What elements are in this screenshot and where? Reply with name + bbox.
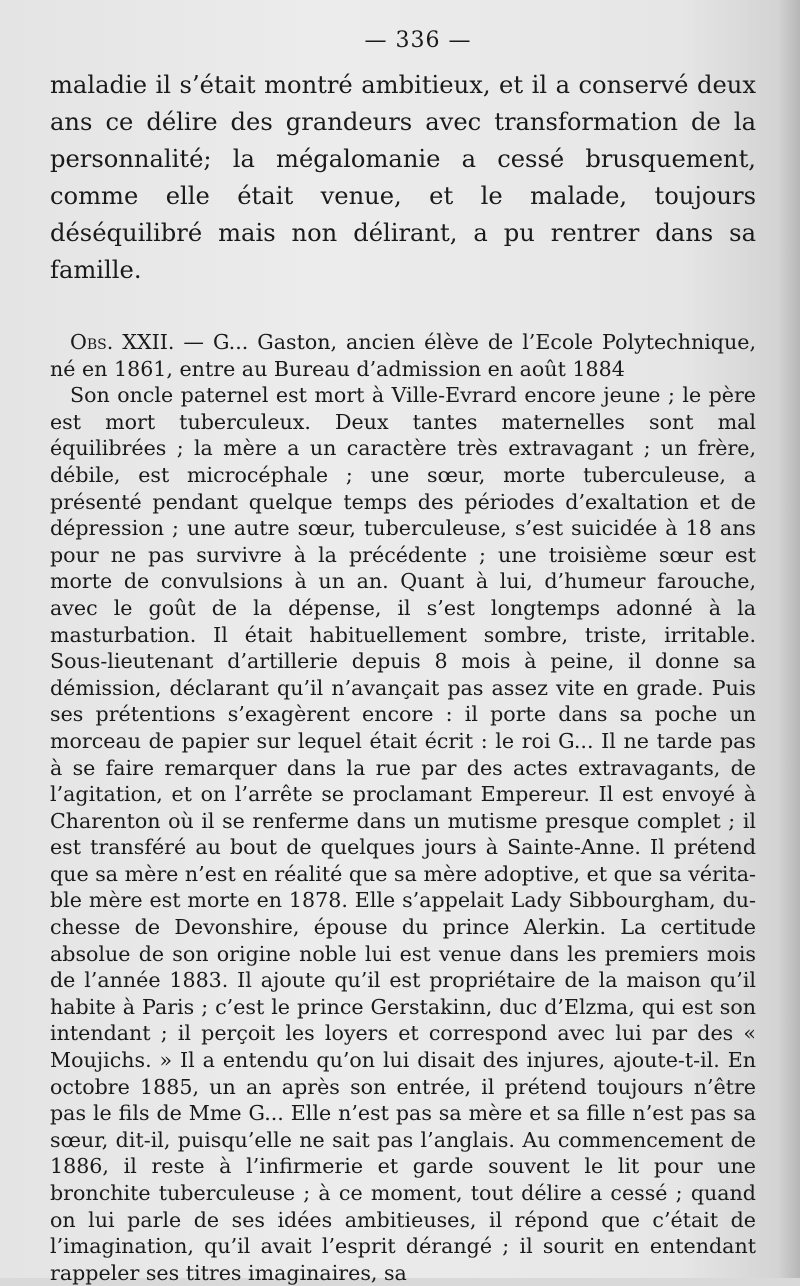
page-number: — 336 — [364, 28, 472, 53]
lead-paragraph: maladie il s’était montré ambitieux, et il a conservé deux ans ce délire des grandeurs avec transformation de la personnalité; la mégalomanie a cessé brusquement, comme elle était venue, et le malade, toujours déséquilibré mais non délirant, a pu rentrer dans sa famille. [50, 71, 756, 284]
observation-label: Obs. XXII. [70, 330, 175, 354]
observation-section [50, 329, 756, 1286]
observation-body: Son oncle paternel est mort à Ville-Evrard encore jeune ; le père est mort tuberculeux. Deux tantes maternelles sont mal équilibrées ; la mère a un caractère très extravagant ; un frère, débile, est microcéphale ; une sœur, morte tuberculeuse, a présenté pendant quelque temps des périodes d’exaltation et de dépression ; une autre sœur, tuberculeuse, s’est suicidée à 18 ans pour ne pas survivre à la précédente ; une troisième sœur est morte de convulsions à un an. Quant à lui, d’humeur farouche, avec le goût de la dépense, il s’est longtemps adonné à la masturbation. Il était habituellement sombre, triste, irritable. Sous-lieutenant d’artillerie depuis 8 mois à peine, il donne sa démission, déclarant qu’il n’avançait pas assez vite en grade. Puis ses prétentions s’exagèrent encore : il porte dans sa poche un morceau de papier sur lequel était écrit : le roi G... Il ne tarde pas à se faire remarquer dans la rue par des actes extravagants, de l’agitation, et on l’arrête se proclamant Empereur. Il est envoyé à Charenton où il se renferme dans un mutisme presque complet ; il est transféré au bout de quelques jours à Sainte-Anne. Il prétend que sa mère n’est en réalité que sa mère adoptive, et que sa véritable mère est morte en 1878. Elle s’appelait Lady Sibbourgham, duchesse de Devonshire, épouse du prince Alerkin. La certitude absolue de son origine noble lui est venue dans les premiers mois de l’année 1883. Il ajoute qu’il est propriétaire de la maison qu’il habite à Paris ; c’est le prince Gerstakinn, duc d’Elzma, qui est son intendant ; il perçoit les loyers et correspond avec lui par des « Moujichs. » Il a entendu qu’on lui disait des injures, ajoute-t-il. En octobre 1885, un an après son entrée, il prétend toujours n’être pas le fils de Mme G... Elle n’est pas sa mère et sa fille n’est pas sa sœur, dit-il, puisqu’elle ne sait pas l’anglais. Au commencement de 1886, il reste à l’infirmerie et garde souvent le lit pour une bronchite tuberculeuse ; à ce moment, tout délire a cessé ; quand on lui parle de ses idées ambitieuses, il répond que c’était de l’imagination, qu’il avait l’esprit dérangé ; il sourit en entendant rappeler ses titres imaginaires, sa [50, 383, 756, 1285]
observation-heading-text: — G... Gaston, ancien élève de l’Ecole Polytechnique, né en 1861, entre au Bureau d’admission en août 1884 [50, 330, 756, 381]
observation-heading [50, 329, 756, 382]
page-edge-shadow [778, 0, 800, 1278]
